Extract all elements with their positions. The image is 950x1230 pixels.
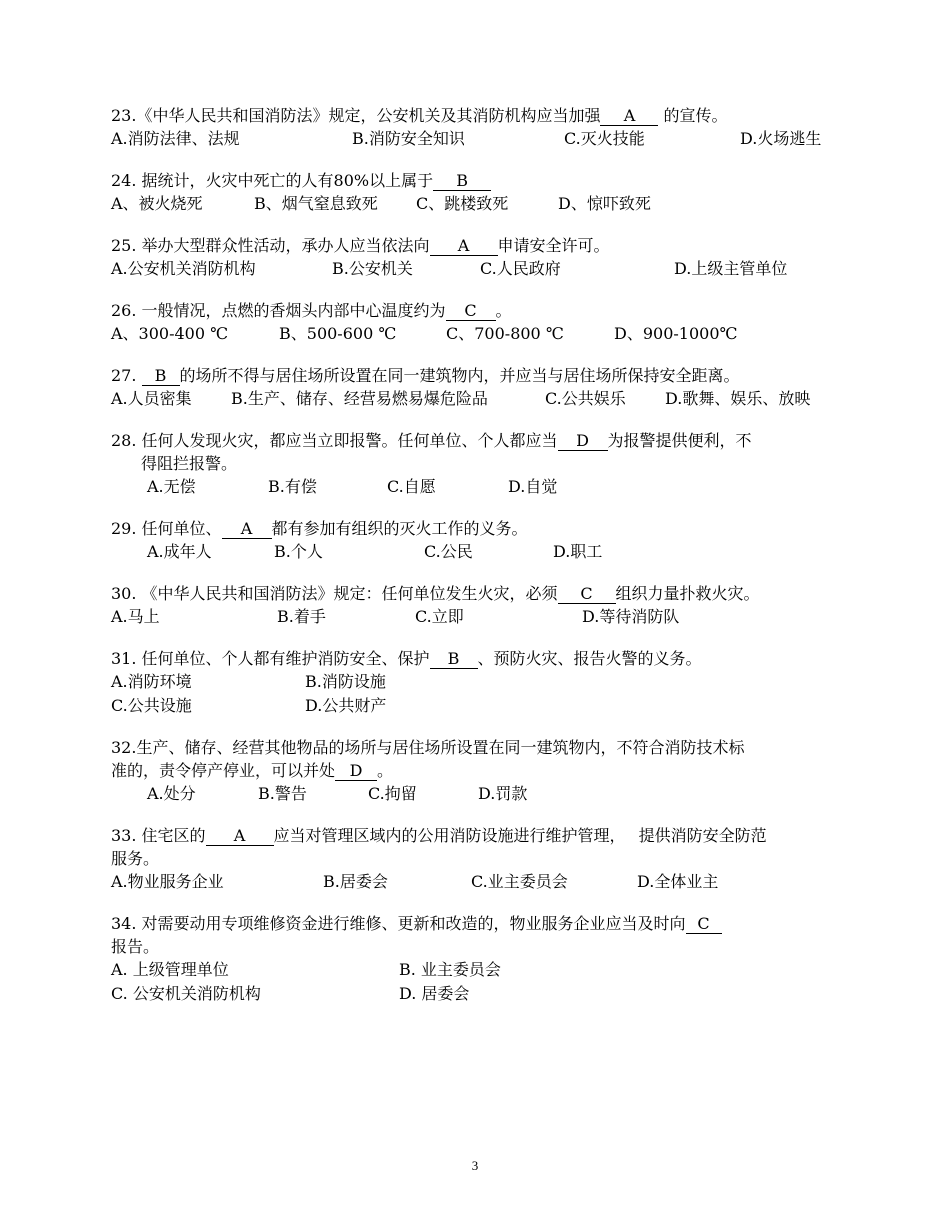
answer-blank: A (600, 107, 658, 126)
option-a: A.消防法律、法规 (111, 129, 240, 148)
question-30 (111, 582, 850, 629)
question-32 (111, 736, 850, 806)
option-a: A、被火烧死 (111, 194, 203, 213)
question-stem-continued: 报告。 (111, 937, 160, 956)
option-d: D.上级主管单位 (674, 259, 788, 278)
question-28 (111, 429, 850, 499)
question-stem-continued: 服务。 (111, 849, 160, 868)
question-stem (111, 169, 850, 192)
option-a: A.消防环境 (111, 672, 192, 691)
option-d: D、900-1000℃ (614, 324, 738, 343)
stem-text: 任何单位、个人都有维护消防安全、保护 (136, 649, 430, 668)
question-31 (111, 647, 850, 718)
stem-text: 生产、储存、经营其他物品的场所与居住场所设置在同一建筑物内，不符合消防技术标 (136, 738, 745, 757)
question-stem-continued: 得阻拦报警。 (141, 454, 238, 473)
option-c: C.公共设施 (111, 696, 192, 715)
stem-text: 。 (495, 301, 512, 320)
option-c: C.自愿 (387, 477, 436, 496)
option-c: C.拘留 (368, 784, 417, 803)
option-b: B.公安机关 (332, 259, 413, 278)
option-d: D.职工 (553, 542, 603, 561)
options-row (111, 387, 850, 411)
options-row (111, 257, 850, 281)
question-number: 27. (111, 366, 137, 385)
question-stem (111, 517, 850, 540)
question-stem (111, 364, 850, 387)
question-stem (111, 234, 850, 257)
option-c: C.公共娱乐 (545, 389, 626, 408)
question-stem (111, 912, 850, 935)
stem-text: 任何人发现火灾，都应当立即报警。任何单位、个人都应当 (136, 431, 558, 450)
question-33 (111, 824, 850, 894)
option-d: D、惊吓致死 (558, 194, 651, 213)
stem-text: 组织力量扑救火灾。 (615, 584, 760, 603)
stem-text: 准的，责令停产停业，可以并处 (111, 761, 336, 780)
stem-text: 《中华人民共和国消防法》规定，公安机关及其消防机构应当加强 (136, 106, 601, 125)
options-row (111, 605, 850, 629)
option-b: B.警告 (258, 784, 307, 803)
stem-text: 。 (377, 761, 394, 780)
option-a: A.无偿 (147, 477, 196, 496)
option-d: D.公共财产 (305, 696, 387, 715)
options-row (111, 670, 850, 694)
answer-blank: D (335, 762, 377, 781)
option-c: C.人民政府 (480, 259, 561, 278)
stem-text: 一般情况，点燃的香烟头内部中心温度约为 (136, 301, 446, 320)
option-d: D. 居委会 (399, 984, 470, 1003)
options-row (111, 127, 850, 151)
option-b: B.个人 (274, 542, 323, 561)
option-d: D.罚款 (478, 784, 528, 803)
answer-blank: C (686, 915, 722, 934)
stem-text: 的宣传。 (658, 106, 728, 125)
question-number: 33. (111, 826, 137, 845)
stem-text: 应当对管理区域内的公用消防设施进行维护管理， 提供消防安全防范 (273, 826, 767, 845)
options-row (111, 322, 850, 346)
question-number: 28. (111, 431, 137, 450)
options-row (111, 540, 850, 564)
option-b: B.着手 (277, 607, 326, 626)
question-stem (111, 582, 850, 605)
option-b: B. 业主委员会 (399, 960, 501, 979)
stem-text: 《中华人民共和国消防法》规定：任何单位发生火灾，必须 (136, 584, 558, 603)
question-34 (111, 912, 850, 1006)
question-24 (111, 169, 850, 216)
option-c: C.立即 (415, 607, 464, 626)
option-d: D.自觉 (508, 477, 558, 496)
option-b: B、烟气窒息致死 (254, 194, 378, 213)
options-row (111, 958, 850, 982)
options-row (111, 192, 850, 216)
option-d: D.全体业主 (637, 872, 719, 891)
option-a: A.人员密集 (111, 389, 192, 408)
answer-blank: B (433, 172, 491, 191)
question-stem (111, 104, 850, 127)
answer-blank: A (206, 827, 274, 846)
options-row (111, 694, 850, 718)
stem-text: 申请安全许可。 (497, 236, 610, 255)
option-b: B.消防安全知识 (352, 129, 465, 148)
question-number: 34. (111, 914, 137, 933)
option-c: C、700-800 ℃ (446, 324, 564, 343)
answer-blank: C (446, 302, 496, 321)
option-a: A.成年人 (147, 542, 212, 561)
answer-blank: B (142, 367, 180, 386)
option-b: B.有偿 (268, 477, 317, 496)
question-stem (111, 647, 850, 670)
question-stem (111, 299, 850, 322)
option-b: B、500-600 ℃ (279, 324, 397, 343)
option-a: A.处分 (147, 784, 196, 803)
option-a: A.物业服务企业 (111, 872, 224, 891)
option-c: C.灭火技能 (564, 129, 645, 148)
question-23 (111, 104, 850, 151)
stem-text: 、预防火灾、报告火警的义务。 (477, 649, 702, 668)
question-number: 26. (111, 301, 137, 320)
stem-text: 为报警提供便利，不 (607, 431, 752, 450)
option-a: A.公安机关消防机构 (111, 259, 256, 278)
stem-text: 都有参加有组织的灭火工作的义务。 (271, 519, 528, 538)
stem-text: 对需要动用专项维修资金进行维修、更新和改造的，物业服务企业应当及时向 (136, 914, 686, 933)
option-a: A. 上级管理单位 (111, 960, 229, 979)
option-c: C、跳楼致死 (416, 194, 509, 213)
question-number: 30. (111, 584, 137, 603)
question-25 (111, 234, 850, 281)
option-c: C.公民 (424, 542, 473, 561)
stem-text: 任何单位、 (136, 519, 222, 538)
question-stem (111, 824, 850, 847)
question-number: 24. (111, 171, 137, 190)
question-number: 29. (111, 519, 137, 538)
stem-text: 据统计，火灾中死亡的人有80%以上属于 (136, 171, 434, 190)
question-27 (111, 364, 850, 411)
answer-blank: A (430, 237, 498, 256)
options-row (111, 870, 850, 894)
question-number: 25. (111, 236, 137, 255)
option-b: B.消防设施 (305, 672, 386, 691)
answer-blank: B (430, 650, 478, 669)
question-26 (111, 299, 850, 346)
option-c: C.业主委员会 (471, 872, 568, 891)
stem-text: 的场所不得与居住场所设置在同一建筑物内，并应当与居住场所保持安全距离。 (179, 366, 740, 385)
question-stem (111, 429, 850, 452)
question-number: 23. (111, 106, 137, 125)
answer-blank: C (558, 585, 616, 604)
option-d: D.歌舞、娱乐、放映 (665, 389, 811, 408)
question-stem-continued (111, 759, 850, 782)
option-a: A、300-400 ℃ (111, 324, 229, 343)
option-d: D.火场逃生 (740, 129, 822, 148)
page-number: 3 (471, 1158, 479, 1173)
question-number: 32. (111, 738, 137, 757)
answer-blank: D (558, 432, 608, 451)
options-row (111, 982, 850, 1006)
option-b: B.居委会 (323, 872, 388, 891)
stem-text: 举办大型群众性活动，承办人应当依法向 (136, 236, 430, 255)
options-row (111, 782, 850, 806)
option-d: D.等待消防队 (582, 607, 680, 626)
stem-text: 住宅区的 (136, 826, 206, 845)
option-c: C. 公安机关消防机构 (111, 984, 261, 1003)
option-b: B.生产、储存、经营易燃易爆危险品 (231, 389, 488, 408)
option-a: A.马上 (111, 607, 160, 626)
answer-blank: A (222, 520, 272, 539)
options-row (111, 475, 850, 499)
question-number: 31. (111, 649, 137, 668)
question-29 (111, 517, 850, 564)
question-stem (111, 736, 850, 759)
